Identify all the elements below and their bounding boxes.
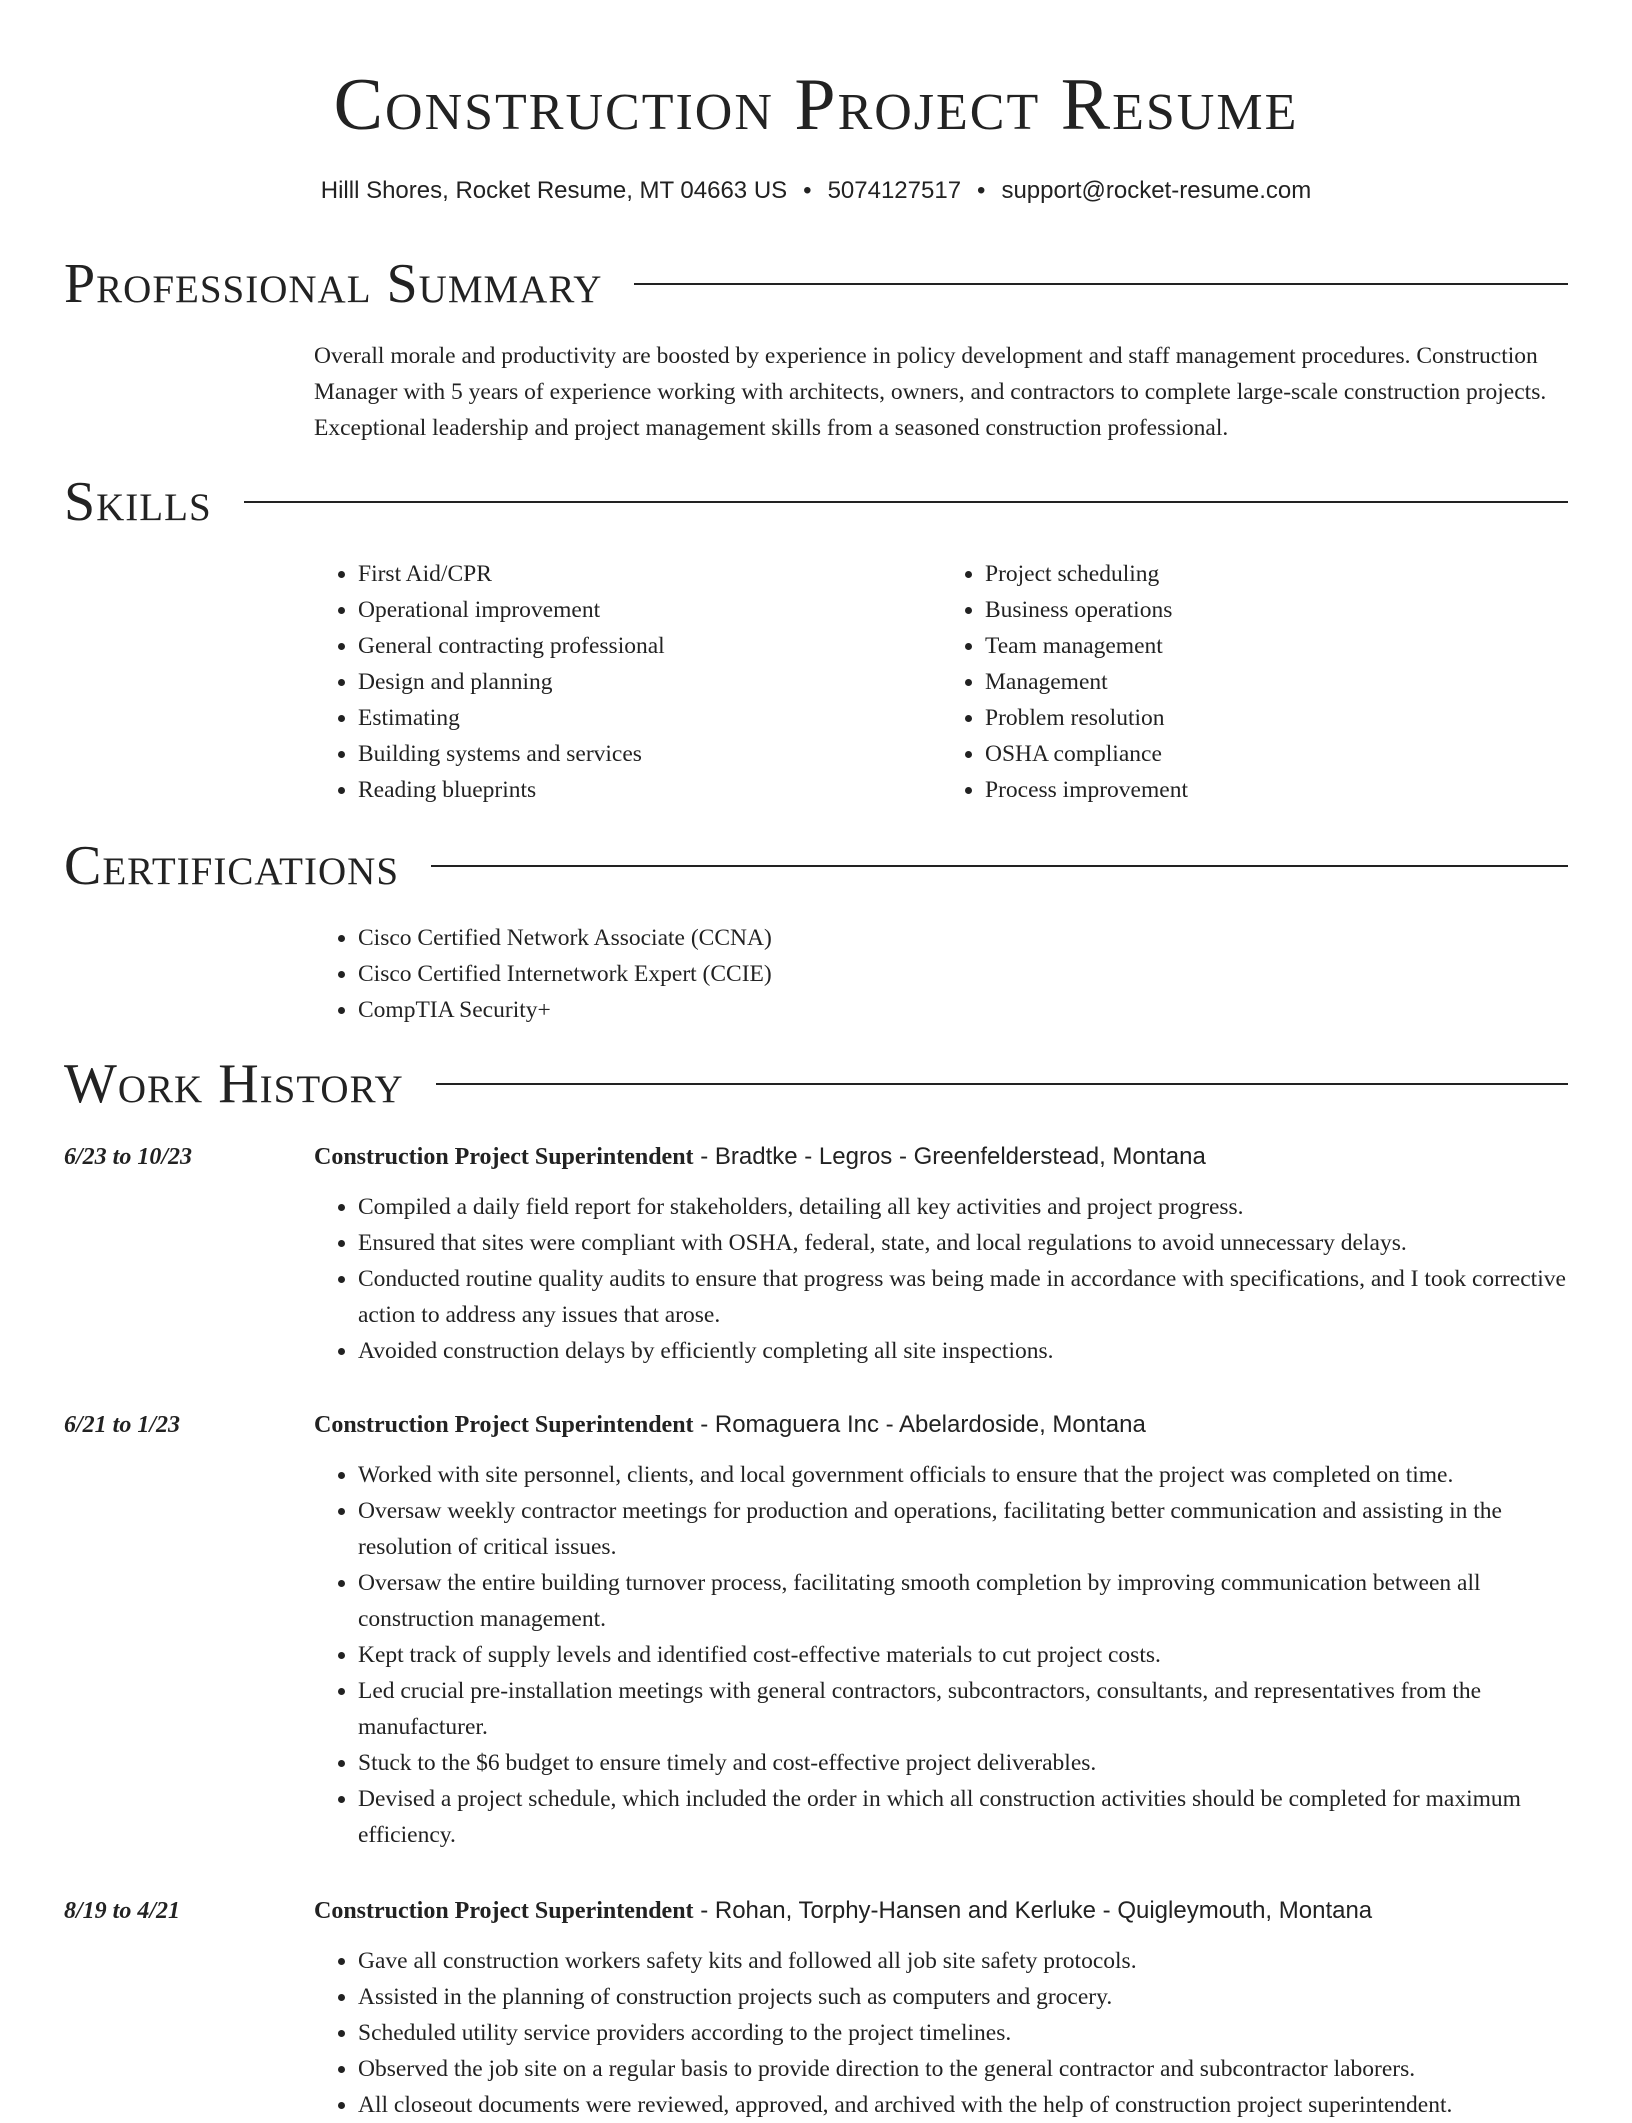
skills-section <box>64 470 1568 808</box>
job-bullet: • All closeout documents were reviewed, approved, and archived with the help of construction project superintendent. <box>358 2087 1568 2123</box>
certifications-heading: Certifications <box>64 835 400 897</box>
section-heading <box>64 1052 1568 1116</box>
skill-item: • Process improvement <box>985 772 1568 808</box>
certification-item: • CompTIA Security+ <box>358 992 1568 1028</box>
skill-item: • Building systems and services <box>358 736 941 772</box>
skills-column-2 <box>941 556 1568 808</box>
heading-rule <box>431 865 1568 867</box>
job-bullet: • Worked with site personnel, clients, and local government officials to ensure that the project was completed on time. <box>358 1457 1568 1493</box>
job-entry <box>64 1407 1568 1853</box>
job-bullet: • Stuck to the $6 budget to ensure timely and cost-effective project deliverables. <box>358 1745 1568 1781</box>
job-company: - Rohan, Torphy-Hansen and Kerluke - Quigleymouth, Montana <box>700 1897 1373 1924</box>
skill-item: • Management <box>985 664 1568 700</box>
certifications-section <box>64 834 1568 1028</box>
job-company: - Romaguera Inc - Abelardoside, Montana <box>700 1411 1146 1438</box>
skill-item: • Estimating <box>358 700 941 736</box>
certifications-list <box>314 920 1568 1028</box>
summary-text: Overall morale and productivity are boosted by experience in policy development and staff management procedures. Construction Manager with 5 years of experience working with architects, owners, and contractors to complete large-scale construction projects. Exceptional leadership and project management skills from a seasoned construction professional. <box>314 343 1547 441</box>
resume-title: Construction Project Resume <box>333 64 1299 146</box>
job-bullet: • Led crucial pre-installation meetings with general contractors, subcontractors, consultants, and representatives from the manufacturer. <box>358 1673 1568 1745</box>
skills-column-1 <box>314 556 941 808</box>
summary-heading: Professional Summary <box>64 253 603 315</box>
job-entry <box>64 1893 1568 2123</box>
job-bullets <box>314 1189 1568 1369</box>
job-dates: 6/21 to 1/23 <box>64 1412 181 1438</box>
job-bullet: • Avoided construction delays by efficiently completing all site inspections. <box>358 1333 1568 1369</box>
job-bullet: • Kept track of supply levels and identified cost-effective materials to cut project costs. <box>358 1637 1568 1673</box>
heading-rule <box>436 1083 1568 1085</box>
skills-grid <box>314 556 1568 808</box>
job-bullets <box>314 1457 1568 1853</box>
work-history-heading: Work History <box>64 1053 404 1115</box>
job-dates: 6/23 to 10/23 <box>64 1144 193 1170</box>
job-title-line <box>314 1893 1568 1929</box>
skill-item: • Operational improvement <box>358 592 941 628</box>
skill-item: • Design and planning <box>358 664 941 700</box>
certifications-list-wrap <box>314 920 1568 1028</box>
job-role: Construction Project Superintendent <box>314 1144 694 1170</box>
skill-item: • Project scheduling <box>985 556 1568 592</box>
section-heading <box>64 834 1568 898</box>
heading-rule <box>244 501 1568 503</box>
address: Hilll Shores, Rocket Resume, MT 04663 US <box>320 177 788 204</box>
summary-section <box>64 252 1568 446</box>
separator-dot: • <box>977 177 986 204</box>
work-history-section <box>64 1052 1568 1116</box>
job-role: Construction Project Superintendent <box>314 1412 694 1438</box>
section-heading <box>64 252 1568 316</box>
job-bullet: • Scheduled utility service providers according to the project timelines. <box>358 2015 1568 2051</box>
job-bullet: • Oversaw weekly contractor meetings for production and operations, facilitating better communication and assisting in the resolution of critical issues. <box>358 1493 1568 1565</box>
job-bullet: • Ensured that sites were compliant with OSHA, federal, state, and local regulations to avoid unnecessary delays. <box>358 1225 1568 1261</box>
section-heading <box>64 470 1568 534</box>
certification-item: • Cisco Certified Network Associate (CCNA) <box>358 920 1568 956</box>
email: support@rocket-resume.com <box>1001 177 1312 204</box>
job-bullet: • Oversaw the entire building turnover process, facilitating smooth completion by improving communication between all construction management. <box>358 1565 1568 1637</box>
job-title-line <box>314 1139 1568 1175</box>
job-dates: 8/19 to 4/21 <box>64 1898 181 1924</box>
job-role: Construction Project Superintendent <box>314 1898 694 1924</box>
separator-dot: • <box>803 177 812 204</box>
job-bullet: • Observed the job site on a regular basis to provide direction to the general contractor and subcontractor laborers. <box>358 2051 1568 2087</box>
contact-line <box>0 173 1632 209</box>
certification-item: • Cisco Certified Internetwork Expert (CCIE) <box>358 956 1568 992</box>
job-bullet: • Compiled a daily field report for stakeholders, detailing all key activities and project progress. <box>358 1189 1568 1225</box>
job-bullets <box>314 1943 1568 2123</box>
skills-heading: Skills <box>64 471 212 533</box>
skill-item: • OSHA compliance <box>985 736 1568 772</box>
job-title-line <box>314 1407 1568 1443</box>
skill-item: • Business operations <box>985 592 1568 628</box>
job-bullet: • Gave all construction workers safety kits and followed all job site safety protocols. <box>358 1943 1568 1979</box>
job-entry <box>64 1139 1568 1369</box>
skill-item: • Problem resolution <box>985 700 1568 736</box>
skill-item: • First Aid/CPR <box>358 556 941 592</box>
skill-item: • General contracting professional <box>358 628 941 664</box>
job-bullet: • Devised a project schedule, which included the order in which all construction activities should be completed for maximum efficiency. <box>358 1781 1568 1853</box>
job-company: - Bradtke - Legros - Greenfelderstead, Montana <box>700 1143 1206 1170</box>
job-bullet: • Assisted in the planning of construction projects such as computers and grocery. <box>358 1979 1568 2015</box>
phone: 5074127517 <box>827 177 962 204</box>
heading-rule <box>634 283 1568 285</box>
job-bullet: • Conducted routine quality audits to ensure that progress was being made in accordance with specifications, and I took corrective action to address any issues that arose. <box>358 1261 1568 1333</box>
skill-item: • Team management <box>985 628 1568 664</box>
skill-item: • Reading blueprints <box>358 772 941 808</box>
